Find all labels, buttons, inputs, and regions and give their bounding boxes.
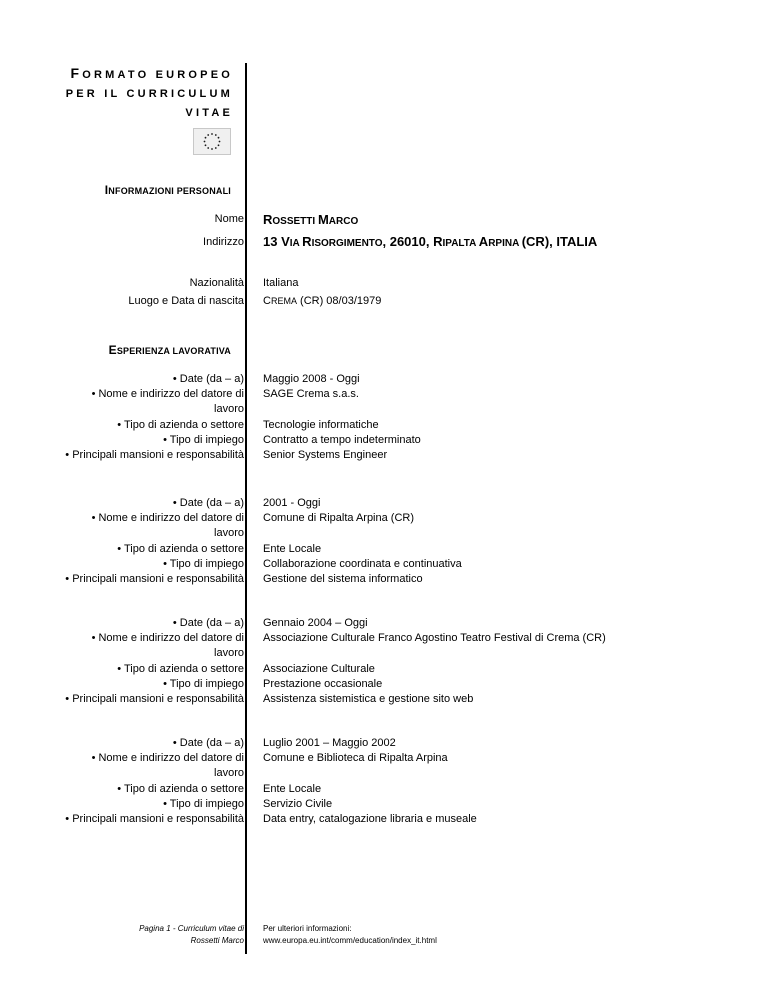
experience-entry-1 xyxy=(263,372,421,463)
section-personal-info-heading: INFORMAZIONI PERSONALI xyxy=(104,183,231,197)
date-label: • Date (da – a) xyxy=(172,617,244,629)
entry-employer: Associazione Culturale Franco Agostino Teatro Festival di Crema (CR) xyxy=(263,632,606,645)
job-type-label: • Tipo di impiego xyxy=(163,557,244,570)
entry-duties: Data entry, catalogazione libraria e museale xyxy=(263,813,477,825)
experience-labels-3 xyxy=(65,616,244,707)
entry-dates: Luglio 2001 – Maggio 2002 xyxy=(263,737,396,749)
address-label: Indirizzo xyxy=(203,236,244,248)
address-value: 13 VIA RISORGIMENTO, 26010, RIPALTA ARPINA (CR), ITALIA xyxy=(263,234,598,249)
date-label: • Date (da – a) xyxy=(172,497,244,509)
entry-sector: Tecnologie informatiche xyxy=(263,418,379,431)
duties-label: • Principali mansioni e responsabilità xyxy=(65,573,244,586)
sector-label: • Tipo di azienda o settore xyxy=(117,418,244,431)
title-line-3: VITAE xyxy=(185,107,233,119)
entry-duties: Senior Systems Engineer xyxy=(263,449,388,461)
entry-dates: 2001 - Oggi xyxy=(263,497,321,509)
employer-label: • Nome e indirizzo del datore di xyxy=(91,388,244,401)
name-value: ROSSETTI MARCO xyxy=(263,212,359,227)
duties-label: • Principali mansioni e responsabilità xyxy=(65,693,244,706)
entry-dates: Maggio 2008 - Oggi xyxy=(263,373,360,385)
entry-employer: Comune e Biblioteca di Ripalta Arpina xyxy=(263,752,448,765)
page-footer-left xyxy=(139,923,244,947)
entry-employer: Comune di Ripalta Arpina (CR) xyxy=(263,512,415,525)
date-label: • Date (da – a) xyxy=(172,373,244,385)
footer-owner: Rossetti Marco xyxy=(190,936,244,945)
entry-duties: Assistenza sistemistica e gestione sito web xyxy=(263,693,474,705)
title-line-2: PER IL CURRICULUM xyxy=(65,88,233,100)
date-label: • Date (da – a) xyxy=(172,737,244,749)
experience-entry-4 xyxy=(263,736,477,827)
sector-label: • Tipo di azienda o settore xyxy=(117,662,244,675)
experience-labels-1 xyxy=(65,372,244,463)
sector-label: • Tipo di azienda o settore xyxy=(117,542,244,555)
name-label: Nome xyxy=(214,213,244,225)
footer-info-label: Per ulteriori informazioni: xyxy=(263,924,352,933)
vertical-divider xyxy=(245,63,247,954)
experience-labels-2 xyxy=(65,496,244,587)
entry-sector: Ente Locale xyxy=(263,782,322,795)
employer-label-cont: lavoro xyxy=(214,527,244,540)
entry-job-type: Collaborazione coordinata e continuativa xyxy=(263,557,462,570)
experience-entry-2 xyxy=(263,496,462,587)
employer-label-cont: lavoro xyxy=(214,767,244,780)
eu-flag-icon xyxy=(193,128,231,155)
entry-job-type: Prestazione occasionale xyxy=(263,677,383,690)
birth-label: Luogo e Data di nascita xyxy=(128,295,244,307)
employer-label-cont: lavoro xyxy=(214,403,244,416)
sector-label: • Tipo di azienda o settore xyxy=(117,782,244,795)
experience-labels-4 xyxy=(65,736,244,827)
job-type-label: • Tipo di impiego xyxy=(163,433,244,446)
nationality-label: Nazionalità xyxy=(189,277,244,289)
title-line-1: FORMATO EUROPEO xyxy=(70,65,233,81)
page-footer-right xyxy=(263,923,437,947)
footer-link[interactable]: www.europa.eu.int/comm/education/index_it.html xyxy=(263,936,437,945)
employer-label-cont: lavoro xyxy=(214,647,244,660)
employer-label: • Nome e indirizzo del datore di xyxy=(91,512,244,525)
duties-label: • Principali mansioni e responsabilità xyxy=(65,449,244,462)
entry-job-type: Servizio Civile xyxy=(263,797,333,810)
employer-label: • Nome e indirizzo del datore di xyxy=(91,632,244,645)
experience-entry-3 xyxy=(263,616,606,707)
footer-page-info: Pagina 1 - Curriculum vitae di xyxy=(139,924,244,933)
job-type-label: • Tipo di impiego xyxy=(163,677,244,690)
birth-value: CREMA (CR) 08/03/1979 xyxy=(263,295,382,307)
job-type-label: • Tipo di impiego xyxy=(163,797,244,810)
employer-label: • Nome e indirizzo del datore di xyxy=(91,752,244,765)
entry-sector: Associazione Culturale xyxy=(263,662,375,675)
entry-job-type: Contratto a tempo indeterminato xyxy=(263,433,421,446)
section-experience-heading: ESPERIENZA LAVORATIVA xyxy=(108,343,231,357)
document-title xyxy=(66,64,233,123)
entry-employer: SAGE Crema s.a.s. xyxy=(263,388,359,401)
entry-sector: Ente Locale xyxy=(263,542,322,555)
entry-dates: Gennaio 2004 – Oggi xyxy=(263,617,368,629)
nationality-value: Italiana xyxy=(263,277,299,289)
duties-label: • Principali mansioni e responsabilità xyxy=(65,813,244,826)
entry-duties: Gestione del sistema informatico xyxy=(263,573,423,585)
